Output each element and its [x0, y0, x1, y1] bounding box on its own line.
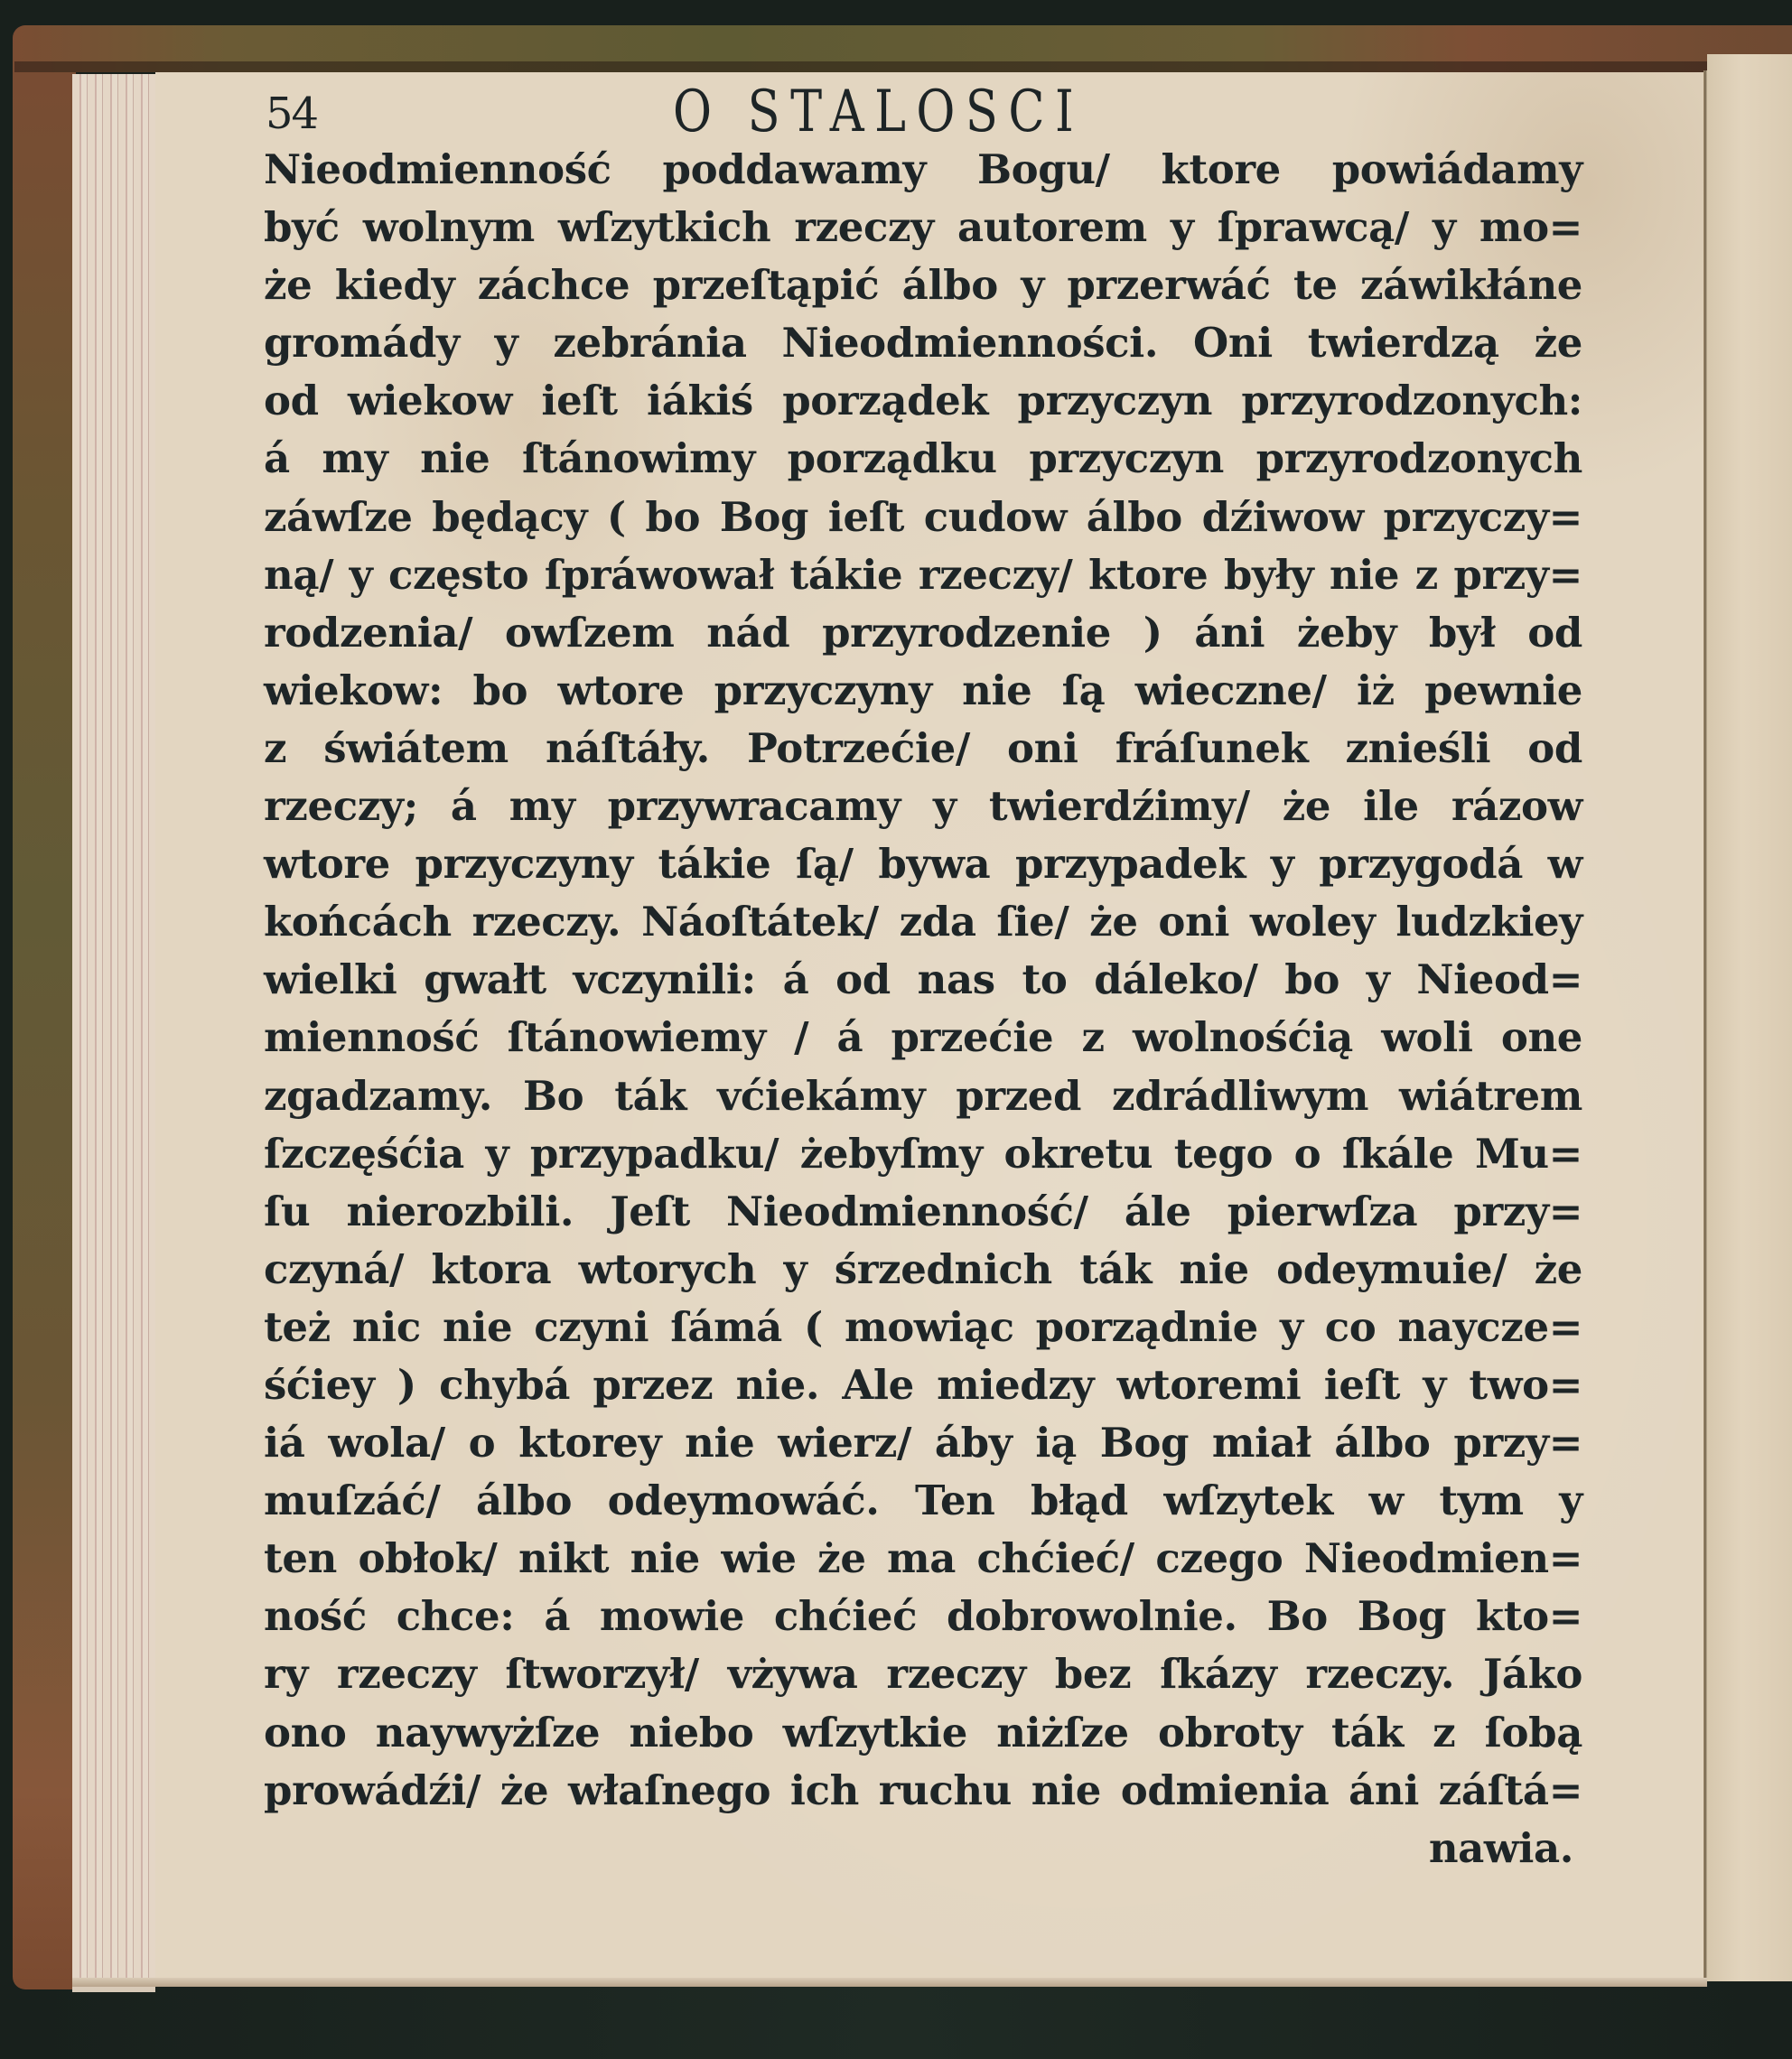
- text-line: też nic nie czyni ſámá ( mowiąc porządnie y co naycze=: [264, 1302, 1582, 1351]
- binding-shadow: [14, 61, 1792, 72]
- leather-binding-left: [13, 25, 76, 1989]
- text-line: czyná/ ktora wtorych y śrzednich ták nie odeymuie/ że: [264, 1244, 1582, 1293]
- text-line: z świátem náſtáły. Potrzećie/ oni fráſunek znieśli od: [264, 723, 1582, 772]
- running-title: O STALOSCI: [673, 79, 1085, 145]
- text-line: rzeczy; á my przywracamy y twierdźimy/ że ile rázow: [264, 782, 1582, 831]
- text-line: zgadzamy. Bo ták vćiekámy przed zdrádliwym wiátrem: [264, 1071, 1582, 1120]
- text-line: końcách rzeczy. Náoſtátek/ zda ſie/ że oni woley ludzkiey: [264, 898, 1582, 946]
- text-line: Nieodmienność poddawamy Bogu/ ktore powiádamy: [264, 145, 1582, 193]
- text-line: ten obłok/ nikt nie wie że ma chćieć/ czego Nieodmien=: [264, 1534, 1582, 1583]
- text-line: śćiey ) chybá przez nie. Ale miedzy wtoremi ieſt y two=: [264, 1360, 1582, 1409]
- text-line: wiekow: bo wtore przyczyny nie ſą wieczne/ iż pewnie: [264, 666, 1582, 714]
- text-line: rodzenia/ owſzem nád przyrodzenie ) áni żeby był od: [264, 608, 1582, 657]
- gutter-crease: [1703, 70, 1707, 1983]
- text-line: muſzáć/ álbo odeymowáć. Ten błąd wſzytek w tym y: [264, 1477, 1582, 1525]
- page-edges-stack: [72, 74, 155, 1992]
- text-line: ſu nierozbili. Jeſt Nieodmienność/ ále pierwſza przy=: [264, 1187, 1582, 1235]
- text-line: prowádźi/ że właſnego ich ruchu nie odmienia áni záſtá=: [264, 1766, 1582, 1814]
- text-line: być wolnym wſzytkich rzeczy autorem y ſprawcą/ y mo=: [264, 203, 1582, 252]
- text-line: gromády y zebránia Nieodmienności. Oni twierdzą że: [264, 319, 1582, 368]
- text-line: ność chce: á mowie chćieć dobrowolnie. Bo Bog kto=: [264, 1592, 1582, 1641]
- body-text: [264, 141, 1582, 1877]
- text-line: mienność ſtánowiemy / á przećie z wolnośćią woli one: [264, 1013, 1582, 1062]
- page-number: 54: [266, 89, 318, 139]
- text-line: ſzczęśćia y przypadku/ żebyſmy okretu tego o ſkále Mu=: [264, 1129, 1582, 1178]
- text-line: ry rzeczy ſtworzył/ vżywa rzeczy bez ſkázy rzeczy. Jáko: [264, 1650, 1582, 1699]
- text-line: záwſze będący ( bo Bog ieſt cudow álbo dźiwow przyczy=: [264, 492, 1582, 541]
- text-line: á my nie ſtánowimy porządku przyczyn przyrodzonych: [264, 434, 1582, 483]
- page-bottom-edge: [72, 1978, 1707, 1987]
- text-line: od wiekow ieſt iákiś porządek przyczyn przyrodzonych:: [264, 377, 1582, 425]
- text-line: że kiedy záchce przeſtąpić álbo y przerwáć te záwikłáne: [264, 261, 1582, 310]
- text-line: ono naywyżſze niebo wſzytkie niżſze obroty ták z ſobą: [264, 1708, 1582, 1756]
- text-line: wtore przyczyny tákie ſą/ bywa przypadek y przygodá w: [264, 840, 1582, 889]
- catchword-line: nawia.: [1428, 1823, 1573, 1872]
- page-header: [262, 79, 1581, 145]
- facing-page-edge: [1707, 54, 1792, 1981]
- text-line: iá wola/ o ktorey nie wierz/ áby ią Bog miał álbo przy=: [264, 1419, 1582, 1467]
- text-line: wielki gwałt vczynili: á od nas to dáleko/ bo y Nieod=: [264, 955, 1582, 1004]
- text-line: ną/ y często ſpráwował tákie rzeczy/ ktore były nie z przy=: [264, 550, 1582, 599]
